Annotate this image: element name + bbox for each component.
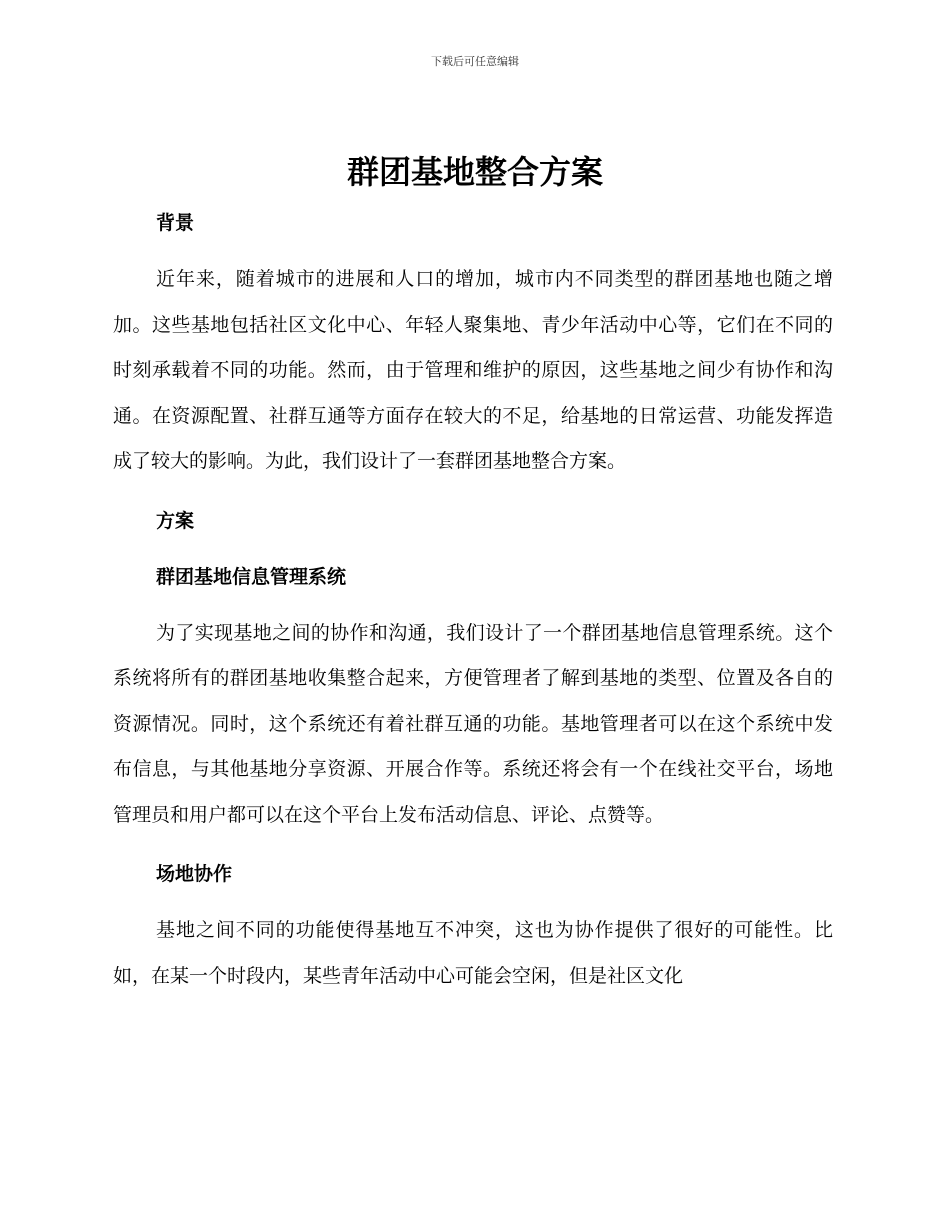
document-title: 群团基地整合方案 xyxy=(346,153,603,191)
section-heading-background: 背景 xyxy=(156,212,195,234)
section-heading-venue: 场地协作 xyxy=(156,863,233,885)
section-heading-system: 群团基地信息管理系统 xyxy=(156,565,347,588)
section-heading-plan: 方案 xyxy=(156,509,195,532)
paragraph-venue: 基地之间不同的功能使得基地互不冲突，这也为协作提供了很好的可能性。比如，在某一个时段内，某些青年活动中心可能会空闲，但是社区文化 xyxy=(113,919,833,987)
paragraph-system: 为了实现基地之间的协作和沟通，我们设计了一个群团基地信息管理系统。这个系统将所有的群团基地收集整合起来，方便管理者了解到基地的类型、位置及各自的资源情况。同时，这个系统还有着社群互通的功能。基地管理者可以在这个系统中发布信息，与其他基地分享资源、开展合作等。系统还将会有一个在线社交平台，场地管理员和用户都可以在这个平台上发布活动信息、评论、点赞等。 xyxy=(113,621,833,826)
paragraph-background: 近年来，随着城市的进展和人口的增加，城市内不同类型的群团基地也随之增加。这些基地包括社区文化中心、年轻人聚集地、青少年活动中心等，它们在不同的时刻承载着不同的功能。然而，由于管理和维护的原因，这些基地之间少有协作和沟通。在资源配置、社群互通等方面存在较大的不足，给基地的日常运营、功能发挥造成了较大的影响。为此，我们设计了一套群团基地整合方案。 xyxy=(113,268,833,472)
document-body xyxy=(113,203,833,999)
page-header-note: 下载后可任意编辑 xyxy=(431,55,519,68)
